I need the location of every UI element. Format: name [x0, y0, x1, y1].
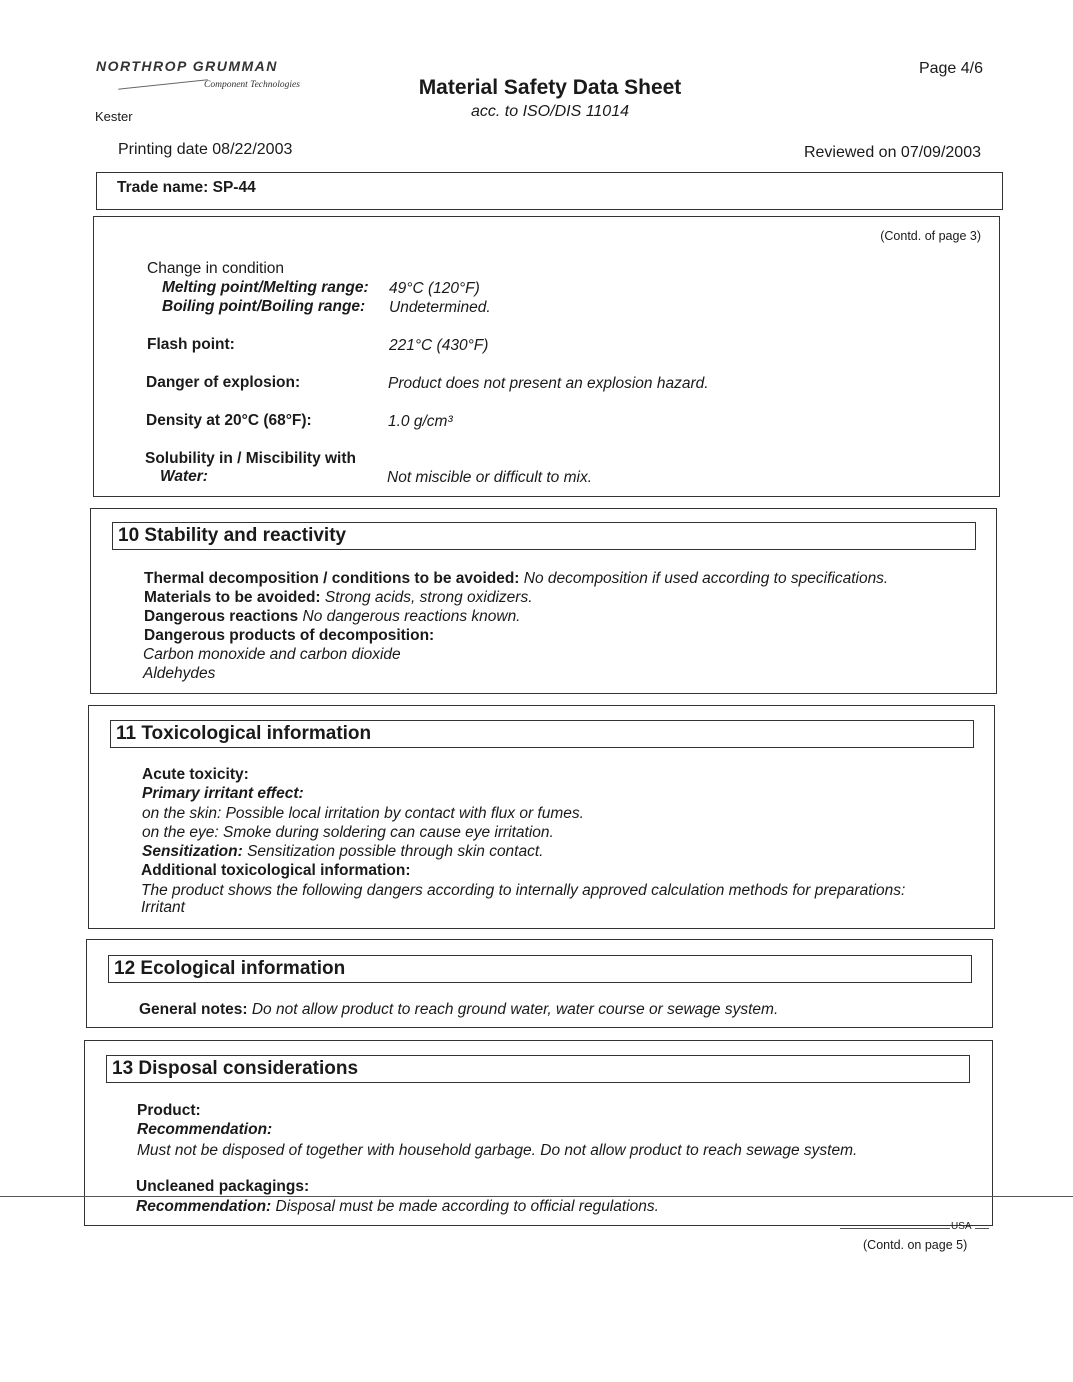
- company-logo: NORTHROP GRUMMAN: [96, 58, 278, 74]
- sensitization-row: [142, 843, 543, 861]
- additional-info-label: Additional toxicological information:: [141, 862, 411, 879]
- primary-irritant-label: Primary irritant effect:: [142, 785, 304, 802]
- trade-name: Trade name: SP-44: [117, 179, 256, 196]
- product-recommendation-label: Recommendation:: [137, 1121, 273, 1138]
- general-notes-value: Do not allow product to reach ground water, water course or sewage system.: [251, 1001, 779, 1018]
- materials-row: [144, 589, 533, 607]
- logo-swoosh: [118, 79, 208, 89]
- reactions-value: No dangerous reactions known.: [302, 608, 521, 625]
- eye-effect: on the eye: Smoke during soldering can cause eye irritation.: [142, 824, 554, 841]
- company-name: Kester: [95, 109, 133, 124]
- general-notes-label: General notes:: [139, 1001, 248, 1018]
- packaging-recommendation-value: Disposal must be made according to official regulations.: [275, 1198, 659, 1215]
- thermal-label: Thermal decomposition / conditions to be avoided:: [144, 570, 520, 587]
- section-11-title: 11 Toxicological information: [110, 720, 974, 748]
- irritant-classification: Irritant: [141, 899, 185, 916]
- materials-label: Materials to be avoided:: [144, 589, 321, 606]
- skin-effect: on the skin: Possible local irritation by contact with flux or fumes.: [142, 805, 584, 822]
- materials-value: Strong acids, strong oxidizers.: [324, 589, 533, 606]
- country-code: USA: [951, 1221, 972, 1232]
- uncleaned-packagings-label: Uncleaned packagings:: [136, 1178, 310, 1195]
- page-number: Page 4/6: [918, 60, 983, 77]
- thermal-value: No decomposition if used according to specifications.: [523, 570, 889, 587]
- sensitization-label: Sensitization:: [142, 843, 243, 860]
- flash-label: Flash point:: [147, 336, 235, 353]
- boiling-label: Boiling point/Boiling range:: [162, 298, 366, 315]
- decomposition-products-label: Dangerous products of decomposition:: [144, 627, 435, 644]
- reactions-label: Dangerous reactions: [144, 608, 299, 625]
- product-recommendation-value: Must not be disposed of together with household garbage. Do not allow product to reach sewage system.: [137, 1142, 858, 1159]
- additional-info-value: The product shows the following dangers according to internally approved calculation methods for preparations:: [141, 882, 906, 899]
- logo-subtitle: Component Technologies: [204, 80, 300, 90]
- section-10-title: 10 Stability and reactivity: [112, 522, 976, 550]
- footer-rule: [840, 1228, 950, 1229]
- acute-toxicity-label: Acute toxicity:: [142, 766, 249, 783]
- melting-label: Melting point/Melting range:: [162, 279, 369, 296]
- sensitization-value: Sensitization possible through skin contact.: [247, 843, 544, 860]
- decomposition-product-1: Carbon monoxide and carbon dioxide: [143, 646, 401, 663]
- density-label: Density at 20°C (68°F):: [146, 412, 312, 429]
- boiling-value: Undetermined.: [389, 299, 491, 316]
- packaging-recommendation-row: [136, 1198, 659, 1216]
- packaging-recommendation-label: Recommendation:: [136, 1198, 272, 1215]
- water-label: Water:: [160, 468, 208, 485]
- flash-value: 221°C (430°F): [389, 337, 489, 354]
- explosion-label: Danger of explosion:: [146, 374, 301, 391]
- thermal-row: [144, 570, 888, 588]
- scan-fold-line: [0, 1196, 1073, 1197]
- reactions-row: [144, 608, 521, 626]
- document-title: Material Safety Data Sheet: [418, 76, 682, 99]
- solubility-label: Solubility in / Miscibility with: [145, 450, 356, 467]
- general-notes-row: [139, 1001, 778, 1019]
- continued-on: (Contd. on page 5): [863, 1238, 968, 1252]
- section-13-title: 13 Disposal considerations: [106, 1055, 970, 1083]
- section-12-title: 12 Ecological information: [108, 955, 972, 983]
- melting-value: 49°C (120°F): [389, 280, 480, 297]
- printing-date: Printing date 08/22/2003: [118, 141, 293, 158]
- continued-from: (Contd. of page 3): [880, 229, 981, 243]
- change-in-condition-label: Change in condition: [147, 260, 285, 277]
- product-label: Product:: [137, 1102, 201, 1119]
- water-value: Not miscible or difficult to mix.: [387, 469, 592, 486]
- trade-name-box: [96, 172, 1003, 210]
- footer-rule-tail: [975, 1228, 989, 1229]
- density-value: 1.0 g/cm³: [388, 413, 453, 430]
- explosion-value: Product does not present an explosion hazard.: [388, 375, 709, 392]
- reviewed-date: Reviewed on 07/09/2003: [803, 144, 981, 161]
- decomposition-product-2: Aldehydes: [143, 665, 216, 682]
- document-subtitle: acc. to ISO/DIS 11014: [470, 103, 629, 120]
